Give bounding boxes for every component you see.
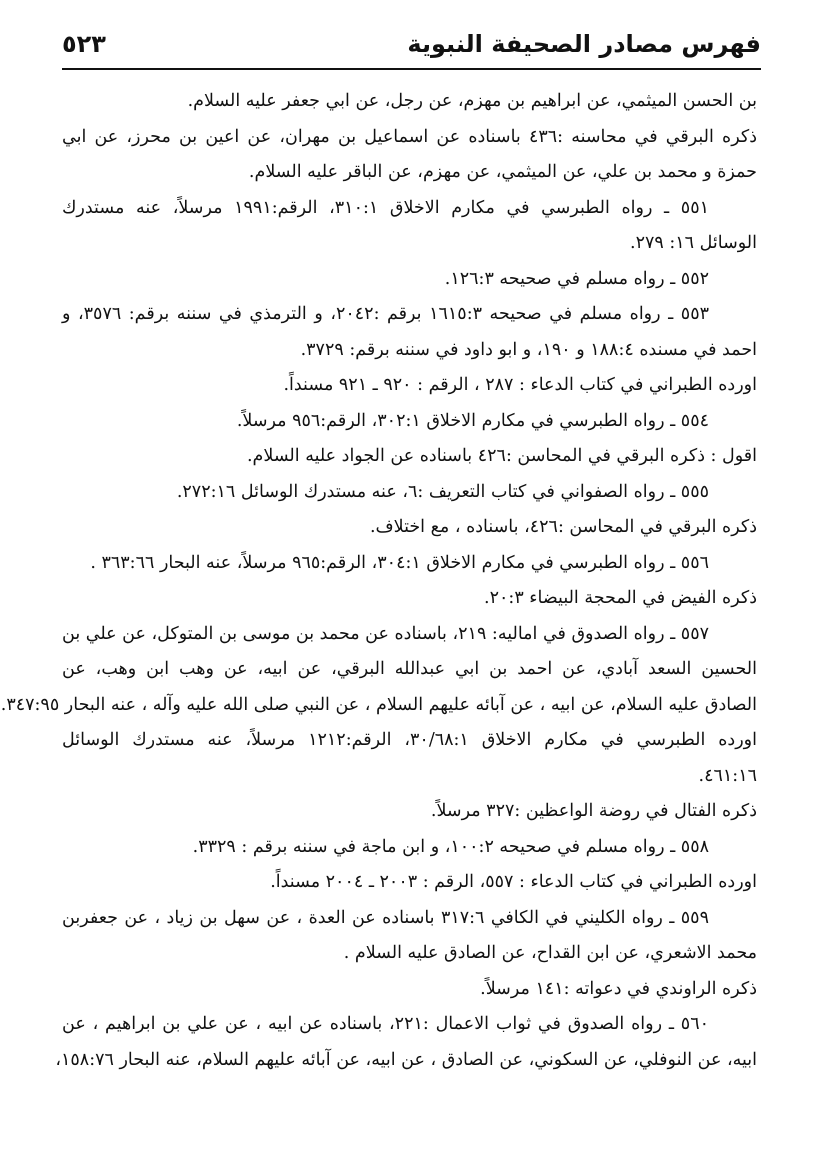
text-line: حمزة و محمد بن علي، عن الميثمي، عن مهزم، عن الباقر عليه السلام. [248, 162, 757, 182]
text-line: ٥٥١ ـ رواه الطبرسي في مكارم الاخلاق ٣١٠:١، الرقم:١٩٩١ مرسلاً، عنه مستدرك [62, 197, 709, 218]
text-line: ٥٥٢ ـ رواه مسلم في صحيحه ١٢٦:٣. [444, 268, 709, 289]
page-number: ٥٢٣ [62, 30, 106, 58]
text-line: ٥٦٠ ـ رواه الصدوق في ثواب الاعمال :٢٢١، باسناده عن ابيه ، عن علي بن ابراهيم ، عن [62, 1014, 709, 1034]
text-line: ٥٥٤ ـ رواه الطبرسي في مكارم الاخلاق ٣٠٢:١، الرقم:٩٥٦ مرسلاً. [236, 410, 709, 431]
text-line: اقول : ذكره البرقي في المحاسن :٤٢٦ باسناده عن الجواد عليه السلام. [246, 446, 757, 466]
text-line: اورده الطبراني في كتاب الدعاء : ٥٥٧، الرقم : ٢٠٠٣ ـ ٢٠٠٤ مسنداً. [270, 872, 757, 892]
text-line: ذكره البرقي في المحاسن :٤٢٦، باسناده ، مع اختلاف. [369, 517, 757, 537]
text-line: ٥٥٣ ـ رواه مسلم في صحيحه ١٦١٥:٣ برقم :٢٠٤٢، و الترمذي في سننه برقم: ٣٥٧٦، و [62, 304, 709, 324]
text-line: ٥٥٥ ـ رواه الصفواني في كتاب التعريف :٦، عنه مستدرك الوسائل ٢٧٢:١٦. [176, 481, 709, 502]
text-line: الوسائل ١٦: ٢٧٩. [630, 233, 757, 253]
text-line: محمد الاشعري، عن ابن القداح، عن الصادق عليه السلام . [343, 943, 757, 963]
text-line: ٤٦١:١٦. [698, 765, 757, 786]
text-line: الصادق عليه السلام، عن ابيه ، عن آبائه عليهم السلام ، عن النبي صلى الله عليه وآله ، عنه البحار ٣٤٧:٩٥. [0, 694, 757, 715]
text-line: ٥٥٩ ـ رواه الكليني في الكافي ٣١٧:٦ باسناده عن العدة ، عن سهل بن زياد ، عن جعفربن [62, 907, 709, 928]
text-line: ٥٥٦ ـ رواه الطبرسي في مكارم الاخلاق ٣٠٤:١، الرقم:٩٦٥ مرسلاً، عنه البحار ٣٦٣:٦٦ . [90, 552, 709, 573]
text-line: الحسين السعد آبادي، عن احمد بن ابي عبدالله البرقي، عن ابيه، عن وهب ابن وهب، عن [62, 659, 757, 679]
text-line: ذكره الراوندي في دعواته :١٤١ مرسلاً. [480, 978, 757, 999]
text-line: اورده الطبراني في كتاب الدعاء : ٢٨٧ ، الرقم : ٩٢٠ ـ ٩٢١ مسنداً. [283, 375, 757, 395]
text-line: ذكره الفيض في المحجة البيضاء ٢٠:٣. [484, 588, 757, 608]
page-body [0, 84, 757, 1078]
running-title: فهرس مصادر الصحيفة النبوية [407, 30, 761, 58]
text-line: ٥٥٧ ـ رواه الصدوق في اماليه: ٢١٩، باسناده عن محمد بن موسى بن المتوكل، عن علي بن [62, 623, 709, 644]
text-line: بن الحسن الميثمي، عن ابراهيم بن مهزم، عن رجل، عن ابي جعفر عليه السلام. [187, 91, 757, 111]
text-line: ذكره البرقي في محاسنه :٤٣٦ باسناده عن اسماعيل بن مهران، عن اعين بن محرز، عن ابي [62, 126, 757, 147]
text-line: ابيه، عن النوفلي، عن السكوني، عن الصادق ، عن ابيه، عن آبائه عليهم السلام، عنه البحار ١٥٨:٧٦، [55, 1049, 757, 1070]
text-line: ٥٥٨ ـ رواه مسلم في صحيحه ١٠٠:٢، و ابن ماجة في سننه برقم : ٣٣٢٩. [192, 836, 709, 857]
page-header [62, 28, 761, 70]
text-line: اورده الطبرسي في مكارم الاخلاق ٣٠/٦٨:١، الرقم:١٢١٢ مرسلاً، عنه مستدرك الوسائل [62, 730, 757, 750]
text-line: احمد في مسنده ١٨٨:٤ و ١٩٠، و ابو داود في سننه برقم: ٣٧٢٩. [300, 339, 757, 360]
text-line: ذكره الفتال في روضة الواعظين :٣٢٧ مرسلاً. [430, 801, 757, 821]
